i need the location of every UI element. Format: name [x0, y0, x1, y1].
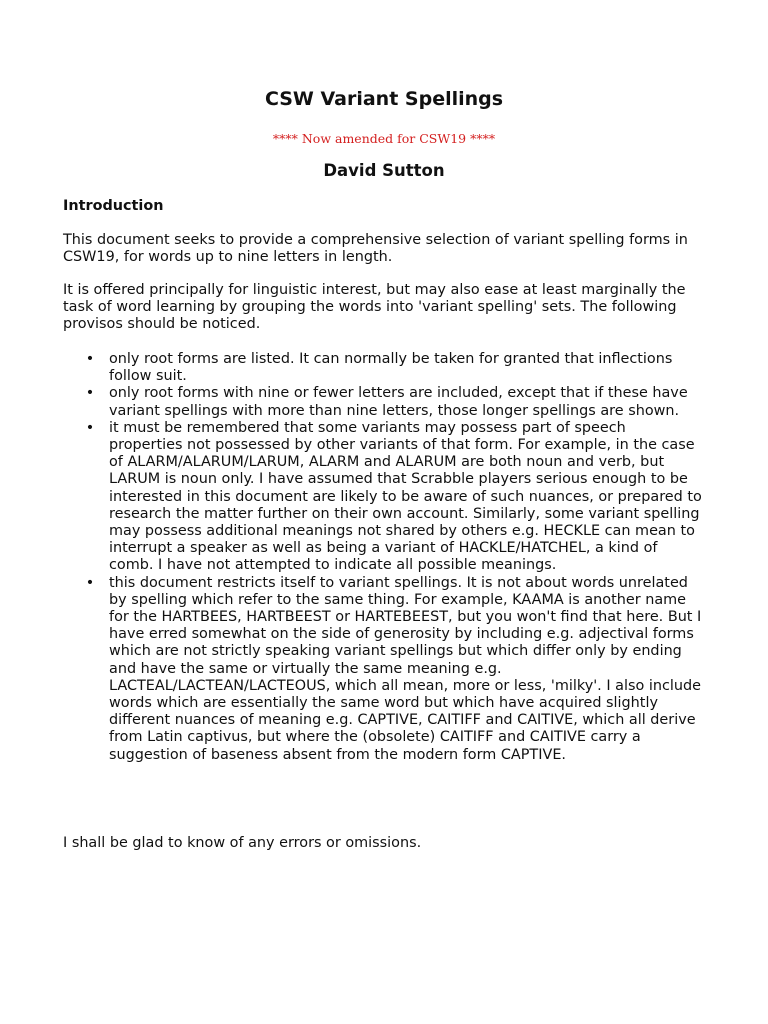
list-item: [63, 385, 703, 419]
provisos-list: [63, 351, 703, 764]
closing-paragraph: I shall be glad to know of any errors or omissions.: [63, 835, 422, 851]
list-item: [63, 420, 703, 575]
bullet-icon: •: [85, 351, 95, 367]
bullet-icon: •: [85, 419, 95, 436]
list-item: [63, 575, 703, 764]
section-heading-introduction: Introduction: [63, 198, 164, 214]
bullet-icon: •: [85, 574, 95, 591]
list-item-text: only root forms are listed. It can normally be taken for granted that inflections follow suit.: [109, 351, 673, 385]
list-item-text: this document restricts itself to variant spellings. It is not about words unrelated by spelling which refer to the same thing. For example, KAAMA is another name for the HARTBEES, HARTBEEST or HARTEBEEST, but you won't find that here. But I have erred somewhat on the side of generosity by including e.g. adjectival forms which are not strictly speaking variant spellings but which differ only by ending and have the same or virtually the same meaning e.g. LACTEAL/LACTEAN/LACTEOUS, which all mean, more or less, 'milky'. I also include words which are essentially the same word but which have acquired slightly different nuances of meaning e.g. CAPTIVE, CAITIFF and CAITIVE, which all derive from Latin captivus, but where the (obsolete) CAITIFF and CAITIVE carry a suggestion of baseness absent from the modern form CAPTIVE.: [109, 574, 702, 763]
document-title: CSW Variant Spellings: [264, 88, 504, 110]
intro-paragraph-1: This document seeks to provide a comprehensive selection of variant spelling forms in CSW19, for words up to nine letters in length.: [63, 232, 688, 266]
list-item: [63, 351, 703, 385]
list-item-text: only root forms with nine or fewer letters are included, except that if these have variant spellings with more than nine letters, those longer spellings are shown.: [109, 385, 688, 419]
amended-note: **** Now amended for CSW19 ****: [272, 131, 496, 146]
bullet-icon: •: [85, 385, 95, 402]
author-name: David Sutton: [323, 161, 445, 180]
intro-paragraph-2: It is offered principally for linguistic interest, but may also ease at least marginally the task of word learning by grouping the words into 'variant spelling' sets. The following provisos should be noticed.: [63, 282, 686, 333]
list-item-text: it must be remembered that some variants may possess part of speech properties not possessed by other variants of that form. For example, in the case of ALARM/ALARUM/LARUM, ALARM and ALARUM are both noun and verb, but LARUM is noun only. I have assumed that Scrabble players serious enough to be interested in this document are likely to be aware of such nuances, or prepared to research the matter further on their own account. Similarly, some variant spelling may possess additional meanings not shared by others e.g. HECKLE can mean to interrupt a speaker as well as being a variant of HACKLE/HATCHEL, a kind of comb. I have not attempted to indicate all possible meanings.: [109, 419, 702, 574]
